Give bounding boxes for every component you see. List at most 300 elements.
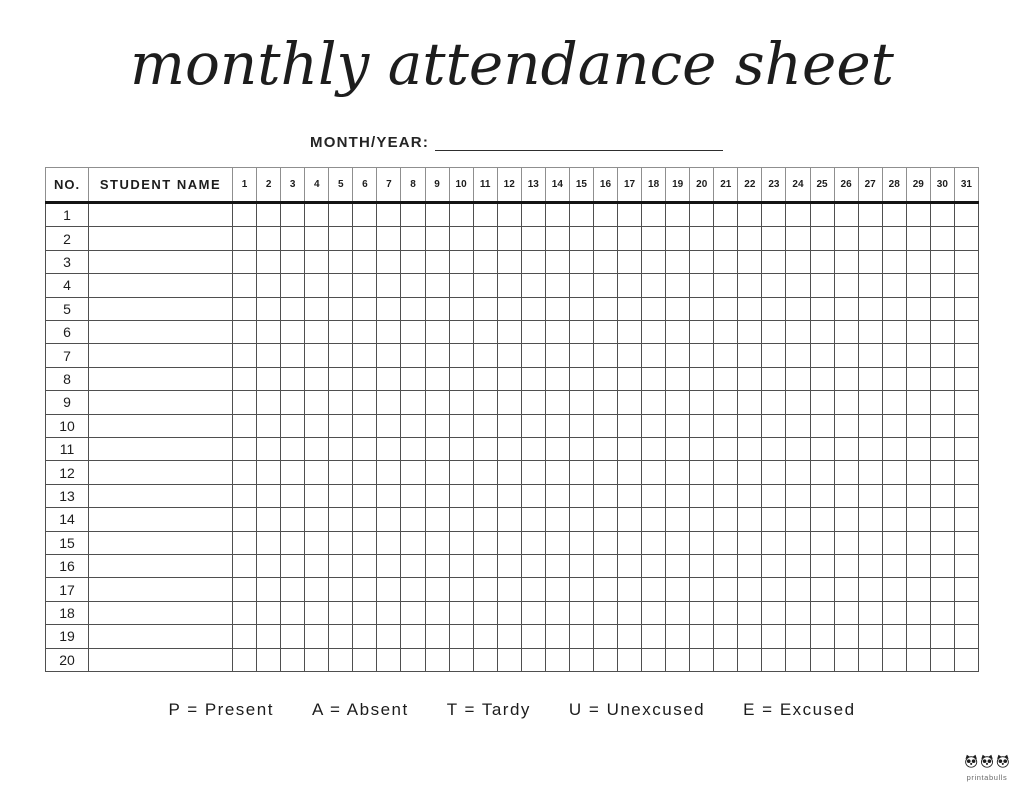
attendance-cell-day-3[interactable] [281, 438, 305, 461]
attendance-cell-day-16[interactable] [593, 578, 617, 601]
attendance-cell-day-18[interactable] [642, 508, 666, 531]
student-name-cell[interactable] [89, 625, 233, 648]
attendance-cell-day-19[interactable] [666, 508, 690, 531]
attendance-cell-day-13[interactable] [521, 625, 545, 648]
attendance-cell-day-21[interactable] [714, 391, 738, 414]
attendance-cell-day-20[interactable] [690, 554, 714, 577]
attendance-cell-day-14[interactable] [545, 367, 569, 390]
attendance-cell-day-18[interactable] [642, 531, 666, 554]
attendance-cell-day-22[interactable] [738, 297, 762, 320]
attendance-cell-day-5[interactable] [329, 484, 353, 507]
attendance-cell-day-18[interactable] [642, 554, 666, 577]
attendance-cell-day-29[interactable] [906, 391, 930, 414]
attendance-cell-day-14[interactable] [545, 414, 569, 437]
attendance-cell-day-31[interactable] [954, 203, 978, 227]
attendance-cell-day-11[interactable] [473, 648, 497, 671]
attendance-cell-day-5[interactable] [329, 508, 353, 531]
attendance-cell-day-23[interactable] [762, 297, 786, 320]
attendance-cell-day-19[interactable] [666, 203, 690, 227]
attendance-cell-day-7[interactable] [377, 578, 401, 601]
attendance-cell-day-28[interactable] [882, 344, 906, 367]
attendance-cell-day-4[interactable] [305, 508, 329, 531]
attendance-cell-day-15[interactable] [569, 601, 593, 624]
attendance-cell-day-1[interactable] [233, 250, 257, 273]
attendance-cell-day-12[interactable] [497, 438, 521, 461]
attendance-cell-day-9[interactable] [425, 250, 449, 273]
attendance-cell-day-20[interactable] [690, 625, 714, 648]
attendance-cell-day-26[interactable] [834, 250, 858, 273]
attendance-cell-day-12[interactable] [497, 601, 521, 624]
attendance-cell-day-16[interactable] [593, 367, 617, 390]
attendance-cell-day-7[interactable] [377, 391, 401, 414]
attendance-cell-day-7[interactable] [377, 250, 401, 273]
attendance-cell-day-17[interactable] [618, 367, 642, 390]
student-name-cell[interactable] [89, 648, 233, 671]
attendance-cell-day-22[interactable] [738, 321, 762, 344]
attendance-cell-day-13[interactable] [521, 438, 545, 461]
attendance-cell-day-20[interactable] [690, 321, 714, 344]
attendance-cell-day-10[interactable] [449, 578, 473, 601]
attendance-cell-day-17[interactable] [618, 625, 642, 648]
attendance-cell-day-20[interactable] [690, 250, 714, 273]
attendance-cell-day-20[interactable] [690, 414, 714, 437]
attendance-cell-day-13[interactable] [521, 250, 545, 273]
attendance-cell-day-7[interactable] [377, 297, 401, 320]
attendance-cell-day-31[interactable] [954, 227, 978, 250]
attendance-cell-day-26[interactable] [834, 508, 858, 531]
attendance-cell-day-4[interactable] [305, 484, 329, 507]
attendance-cell-day-15[interactable] [569, 625, 593, 648]
attendance-cell-day-2[interactable] [257, 344, 281, 367]
attendance-cell-day-15[interactable] [569, 648, 593, 671]
attendance-cell-day-26[interactable] [834, 414, 858, 437]
attendance-cell-day-15[interactable] [569, 531, 593, 554]
attendance-cell-day-6[interactable] [353, 321, 377, 344]
attendance-cell-day-30[interactable] [930, 554, 954, 577]
attendance-cell-day-28[interactable] [882, 297, 906, 320]
attendance-cell-day-19[interactable] [666, 321, 690, 344]
attendance-cell-day-19[interactable] [666, 367, 690, 390]
attendance-cell-day-2[interactable] [257, 554, 281, 577]
attendance-cell-day-13[interactable] [521, 531, 545, 554]
attendance-cell-day-20[interactable] [690, 344, 714, 367]
attendance-cell-day-2[interactable] [257, 297, 281, 320]
attendance-cell-day-16[interactable] [593, 554, 617, 577]
attendance-cell-day-31[interactable] [954, 484, 978, 507]
attendance-cell-day-23[interactable] [762, 344, 786, 367]
attendance-cell-day-16[interactable] [593, 531, 617, 554]
attendance-cell-day-6[interactable] [353, 461, 377, 484]
attendance-cell-day-22[interactable] [738, 227, 762, 250]
attendance-cell-day-13[interactable] [521, 461, 545, 484]
attendance-cell-day-4[interactable] [305, 227, 329, 250]
attendance-cell-day-23[interactable] [762, 648, 786, 671]
attendance-cell-day-28[interactable] [882, 461, 906, 484]
attendance-cell-day-25[interactable] [810, 578, 834, 601]
attendance-cell-day-22[interactable] [738, 625, 762, 648]
attendance-cell-day-28[interactable] [882, 625, 906, 648]
attendance-cell-day-29[interactable] [906, 274, 930, 297]
attendance-cell-day-24[interactable] [786, 344, 810, 367]
attendance-cell-day-11[interactable] [473, 531, 497, 554]
attendance-cell-day-3[interactable] [281, 554, 305, 577]
attendance-cell-day-27[interactable] [858, 227, 882, 250]
attendance-cell-day-9[interactable] [425, 508, 449, 531]
attendance-cell-day-11[interactable] [473, 321, 497, 344]
attendance-cell-day-16[interactable] [593, 461, 617, 484]
attendance-cell-day-19[interactable] [666, 554, 690, 577]
attendance-cell-day-6[interactable] [353, 625, 377, 648]
attendance-cell-day-3[interactable] [281, 391, 305, 414]
attendance-cell-day-6[interactable] [353, 531, 377, 554]
attendance-cell-day-16[interactable] [593, 484, 617, 507]
attendance-cell-day-8[interactable] [401, 554, 425, 577]
attendance-cell-day-13[interactable] [521, 648, 545, 671]
attendance-cell-day-28[interactable] [882, 391, 906, 414]
attendance-cell-day-13[interactable] [521, 484, 545, 507]
attendance-cell-day-8[interactable] [401, 601, 425, 624]
attendance-cell-day-1[interactable] [233, 391, 257, 414]
attendance-cell-day-16[interactable] [593, 274, 617, 297]
attendance-cell-day-31[interactable] [954, 578, 978, 601]
attendance-cell-day-4[interactable] [305, 321, 329, 344]
attendance-cell-day-11[interactable] [473, 438, 497, 461]
attendance-cell-day-15[interactable] [569, 508, 593, 531]
attendance-cell-day-17[interactable] [618, 484, 642, 507]
attendance-cell-day-16[interactable] [593, 297, 617, 320]
attendance-cell-day-3[interactable] [281, 578, 305, 601]
attendance-cell-day-30[interactable] [930, 274, 954, 297]
attendance-cell-day-30[interactable] [930, 531, 954, 554]
attendance-cell-day-19[interactable] [666, 274, 690, 297]
attendance-cell-day-17[interactable] [618, 391, 642, 414]
attendance-cell-day-12[interactable] [497, 297, 521, 320]
attendance-cell-day-5[interactable] [329, 297, 353, 320]
attendance-cell-day-7[interactable] [377, 531, 401, 554]
attendance-cell-day-19[interactable] [666, 297, 690, 320]
attendance-cell-day-7[interactable] [377, 344, 401, 367]
attendance-cell-day-24[interactable] [786, 391, 810, 414]
attendance-cell-day-7[interactable] [377, 438, 401, 461]
attendance-cell-day-14[interactable] [545, 554, 569, 577]
attendance-cell-day-5[interactable] [329, 461, 353, 484]
attendance-cell-day-3[interactable] [281, 414, 305, 437]
attendance-cell-day-25[interactable] [810, 227, 834, 250]
attendance-cell-day-13[interactable] [521, 227, 545, 250]
attendance-cell-day-6[interactable] [353, 367, 377, 390]
attendance-cell-day-5[interactable] [329, 554, 353, 577]
attendance-cell-day-3[interactable] [281, 250, 305, 273]
attendance-cell-day-8[interactable] [401, 531, 425, 554]
attendance-cell-day-31[interactable] [954, 531, 978, 554]
attendance-cell-day-11[interactable] [473, 461, 497, 484]
attendance-cell-day-5[interactable] [329, 531, 353, 554]
attendance-cell-day-7[interactable] [377, 227, 401, 250]
attendance-cell-day-22[interactable] [738, 250, 762, 273]
attendance-cell-day-12[interactable] [497, 625, 521, 648]
attendance-cell-day-9[interactable] [425, 625, 449, 648]
attendance-cell-day-8[interactable] [401, 438, 425, 461]
attendance-cell-day-17[interactable] [618, 601, 642, 624]
student-name-cell[interactable] [89, 554, 233, 577]
attendance-cell-day-27[interactable] [858, 484, 882, 507]
attendance-cell-day-16[interactable] [593, 203, 617, 227]
attendance-cell-day-3[interactable] [281, 531, 305, 554]
attendance-cell-day-5[interactable] [329, 438, 353, 461]
attendance-cell-day-23[interactable] [762, 531, 786, 554]
attendance-cell-day-26[interactable] [834, 391, 858, 414]
attendance-cell-day-28[interactable] [882, 414, 906, 437]
attendance-cell-day-9[interactable] [425, 484, 449, 507]
attendance-cell-day-9[interactable] [425, 274, 449, 297]
attendance-cell-day-13[interactable] [521, 344, 545, 367]
attendance-cell-day-4[interactable] [305, 531, 329, 554]
attendance-cell-day-15[interactable] [569, 321, 593, 344]
attendance-cell-day-25[interactable] [810, 321, 834, 344]
attendance-cell-day-30[interactable] [930, 344, 954, 367]
attendance-cell-day-8[interactable] [401, 578, 425, 601]
attendance-cell-day-1[interactable] [233, 461, 257, 484]
attendance-cell-day-5[interactable] [329, 321, 353, 344]
student-name-cell[interactable] [89, 344, 233, 367]
attendance-cell-day-16[interactable] [593, 250, 617, 273]
student-name-cell[interactable] [89, 367, 233, 390]
attendance-cell-day-21[interactable] [714, 461, 738, 484]
student-name-cell[interactable] [89, 203, 233, 227]
attendance-cell-day-20[interactable] [690, 508, 714, 531]
attendance-cell-day-1[interactable] [233, 321, 257, 344]
attendance-cell-day-15[interactable] [569, 297, 593, 320]
attendance-cell-day-22[interactable] [738, 554, 762, 577]
attendance-cell-day-31[interactable] [954, 461, 978, 484]
attendance-cell-day-5[interactable] [329, 227, 353, 250]
attendance-cell-day-10[interactable] [449, 297, 473, 320]
attendance-cell-day-29[interactable] [906, 227, 930, 250]
attendance-cell-day-21[interactable] [714, 438, 738, 461]
attendance-cell-day-12[interactable] [497, 250, 521, 273]
attendance-cell-day-28[interactable] [882, 274, 906, 297]
attendance-cell-day-30[interactable] [930, 601, 954, 624]
attendance-cell-day-25[interactable] [810, 508, 834, 531]
attendance-cell-day-1[interactable] [233, 578, 257, 601]
attendance-cell-day-5[interactable] [329, 601, 353, 624]
attendance-cell-day-7[interactable] [377, 367, 401, 390]
attendance-cell-day-13[interactable] [521, 554, 545, 577]
attendance-cell-day-8[interactable] [401, 297, 425, 320]
attendance-cell-day-26[interactable] [834, 601, 858, 624]
attendance-cell-day-8[interactable] [401, 203, 425, 227]
attendance-cell-day-21[interactable] [714, 648, 738, 671]
attendance-cell-day-2[interactable] [257, 531, 281, 554]
attendance-cell-day-4[interactable] [305, 250, 329, 273]
attendance-cell-day-11[interactable] [473, 391, 497, 414]
attendance-cell-day-29[interactable] [906, 414, 930, 437]
attendance-cell-day-22[interactable] [738, 601, 762, 624]
attendance-cell-day-8[interactable] [401, 625, 425, 648]
attendance-cell-day-9[interactable] [425, 531, 449, 554]
attendance-cell-day-5[interactable] [329, 203, 353, 227]
attendance-cell-day-15[interactable] [569, 274, 593, 297]
attendance-cell-day-10[interactable] [449, 438, 473, 461]
attendance-cell-day-14[interactable] [545, 601, 569, 624]
attendance-cell-day-28[interactable] [882, 203, 906, 227]
attendance-cell-day-22[interactable] [738, 508, 762, 531]
attendance-cell-day-4[interactable] [305, 578, 329, 601]
attendance-cell-day-19[interactable] [666, 227, 690, 250]
attendance-cell-day-12[interactable] [497, 578, 521, 601]
attendance-cell-day-12[interactable] [497, 554, 521, 577]
attendance-cell-day-27[interactable] [858, 554, 882, 577]
attendance-cell-day-4[interactable] [305, 461, 329, 484]
attendance-cell-day-29[interactable] [906, 297, 930, 320]
attendance-cell-day-22[interactable] [738, 203, 762, 227]
attendance-cell-day-20[interactable] [690, 297, 714, 320]
attendance-cell-day-10[interactable] [449, 203, 473, 227]
attendance-cell-day-6[interactable] [353, 578, 377, 601]
attendance-cell-day-31[interactable] [954, 344, 978, 367]
attendance-cell-day-2[interactable] [257, 391, 281, 414]
attendance-cell-day-19[interactable] [666, 250, 690, 273]
attendance-cell-day-29[interactable] [906, 578, 930, 601]
attendance-cell-day-4[interactable] [305, 414, 329, 437]
attendance-cell-day-13[interactable] [521, 321, 545, 344]
attendance-cell-day-26[interactable] [834, 484, 858, 507]
student-name-cell[interactable] [89, 438, 233, 461]
attendance-cell-day-7[interactable] [377, 461, 401, 484]
attendance-cell-day-15[interactable] [569, 203, 593, 227]
attendance-cell-day-9[interactable] [425, 297, 449, 320]
attendance-cell-day-23[interactable] [762, 227, 786, 250]
attendance-cell-day-23[interactable] [762, 438, 786, 461]
attendance-cell-day-31[interactable] [954, 438, 978, 461]
attendance-cell-day-12[interactable] [497, 321, 521, 344]
attendance-cell-day-13[interactable] [521, 203, 545, 227]
attendance-cell-day-18[interactable] [642, 321, 666, 344]
attendance-cell-day-29[interactable] [906, 531, 930, 554]
attendance-cell-day-6[interactable] [353, 601, 377, 624]
attendance-cell-day-26[interactable] [834, 648, 858, 671]
attendance-cell-day-31[interactable] [954, 297, 978, 320]
attendance-cell-day-24[interactable] [786, 203, 810, 227]
attendance-cell-day-5[interactable] [329, 414, 353, 437]
attendance-cell-day-3[interactable] [281, 484, 305, 507]
attendance-cell-day-30[interactable] [930, 297, 954, 320]
attendance-cell-day-10[interactable] [449, 625, 473, 648]
attendance-cell-day-24[interactable] [786, 484, 810, 507]
attendance-cell-day-22[interactable] [738, 648, 762, 671]
attendance-cell-day-29[interactable] [906, 344, 930, 367]
attendance-cell-day-25[interactable] [810, 344, 834, 367]
attendance-cell-day-4[interactable] [305, 625, 329, 648]
attendance-cell-day-21[interactable] [714, 274, 738, 297]
attendance-cell-day-2[interactable] [257, 227, 281, 250]
attendance-cell-day-16[interactable] [593, 438, 617, 461]
attendance-cell-day-14[interactable] [545, 391, 569, 414]
attendance-cell-day-27[interactable] [858, 321, 882, 344]
attendance-cell-day-19[interactable] [666, 461, 690, 484]
attendance-cell-day-18[interactable] [642, 227, 666, 250]
attendance-cell-day-2[interactable] [257, 414, 281, 437]
attendance-cell-day-14[interactable] [545, 203, 569, 227]
attendance-cell-day-10[interactable] [449, 227, 473, 250]
attendance-cell-day-1[interactable] [233, 297, 257, 320]
attendance-cell-day-30[interactable] [930, 321, 954, 344]
attendance-cell-day-11[interactable] [473, 601, 497, 624]
attendance-cell-day-14[interactable] [545, 531, 569, 554]
attendance-cell-day-17[interactable] [618, 274, 642, 297]
attendance-cell-day-7[interactable] [377, 321, 401, 344]
attendance-cell-day-11[interactable] [473, 554, 497, 577]
attendance-cell-day-13[interactable] [521, 391, 545, 414]
attendance-cell-day-13[interactable] [521, 274, 545, 297]
attendance-cell-day-2[interactable] [257, 203, 281, 227]
attendance-cell-day-25[interactable] [810, 484, 834, 507]
attendance-cell-day-21[interactable] [714, 484, 738, 507]
attendance-cell-day-18[interactable] [642, 250, 666, 273]
attendance-cell-day-31[interactable] [954, 250, 978, 273]
attendance-cell-day-10[interactable] [449, 484, 473, 507]
attendance-cell-day-25[interactable] [810, 438, 834, 461]
attendance-cell-day-28[interactable] [882, 438, 906, 461]
attendance-cell-day-1[interactable] [233, 484, 257, 507]
attendance-cell-day-30[interactable] [930, 578, 954, 601]
attendance-cell-day-10[interactable] [449, 554, 473, 577]
attendance-cell-day-19[interactable] [666, 625, 690, 648]
attendance-cell-day-6[interactable] [353, 391, 377, 414]
attendance-cell-day-24[interactable] [786, 554, 810, 577]
attendance-cell-day-3[interactable] [281, 601, 305, 624]
attendance-cell-day-4[interactable] [305, 367, 329, 390]
attendance-cell-day-23[interactable] [762, 274, 786, 297]
attendance-cell-day-27[interactable] [858, 250, 882, 273]
attendance-cell-day-27[interactable] [858, 274, 882, 297]
attendance-cell-day-27[interactable] [858, 508, 882, 531]
attendance-cell-day-28[interactable] [882, 484, 906, 507]
attendance-cell-day-28[interactable] [882, 648, 906, 671]
attendance-cell-day-24[interactable] [786, 508, 810, 531]
attendance-cell-day-8[interactable] [401, 484, 425, 507]
attendance-cell-day-6[interactable] [353, 274, 377, 297]
attendance-cell-day-23[interactable] [762, 321, 786, 344]
attendance-cell-day-9[interactable] [425, 321, 449, 344]
attendance-cell-day-7[interactable] [377, 274, 401, 297]
attendance-cell-day-18[interactable] [642, 367, 666, 390]
attendance-cell-day-11[interactable] [473, 414, 497, 437]
attendance-cell-day-13[interactable] [521, 367, 545, 390]
attendance-cell-day-10[interactable] [449, 344, 473, 367]
attendance-cell-day-3[interactable] [281, 625, 305, 648]
attendance-cell-day-21[interactable] [714, 508, 738, 531]
attendance-cell-day-5[interactable] [329, 578, 353, 601]
attendance-cell-day-31[interactable] [954, 321, 978, 344]
attendance-cell-day-3[interactable] [281, 461, 305, 484]
attendance-cell-day-27[interactable] [858, 578, 882, 601]
attendance-cell-day-10[interactable] [449, 648, 473, 671]
attendance-cell-day-5[interactable] [329, 367, 353, 390]
attendance-cell-day-4[interactable] [305, 203, 329, 227]
attendance-cell-day-18[interactable] [642, 578, 666, 601]
attendance-cell-day-4[interactable] [305, 648, 329, 671]
attendance-cell-day-26[interactable] [834, 578, 858, 601]
attendance-cell-day-19[interactable] [666, 391, 690, 414]
attendance-cell-day-10[interactable] [449, 531, 473, 554]
attendance-cell-day-11[interactable] [473, 274, 497, 297]
attendance-cell-day-23[interactable] [762, 461, 786, 484]
attendance-cell-day-17[interactable] [618, 227, 642, 250]
attendance-cell-day-14[interactable] [545, 250, 569, 273]
attendance-cell-day-8[interactable] [401, 227, 425, 250]
attendance-cell-day-26[interactable] [834, 625, 858, 648]
